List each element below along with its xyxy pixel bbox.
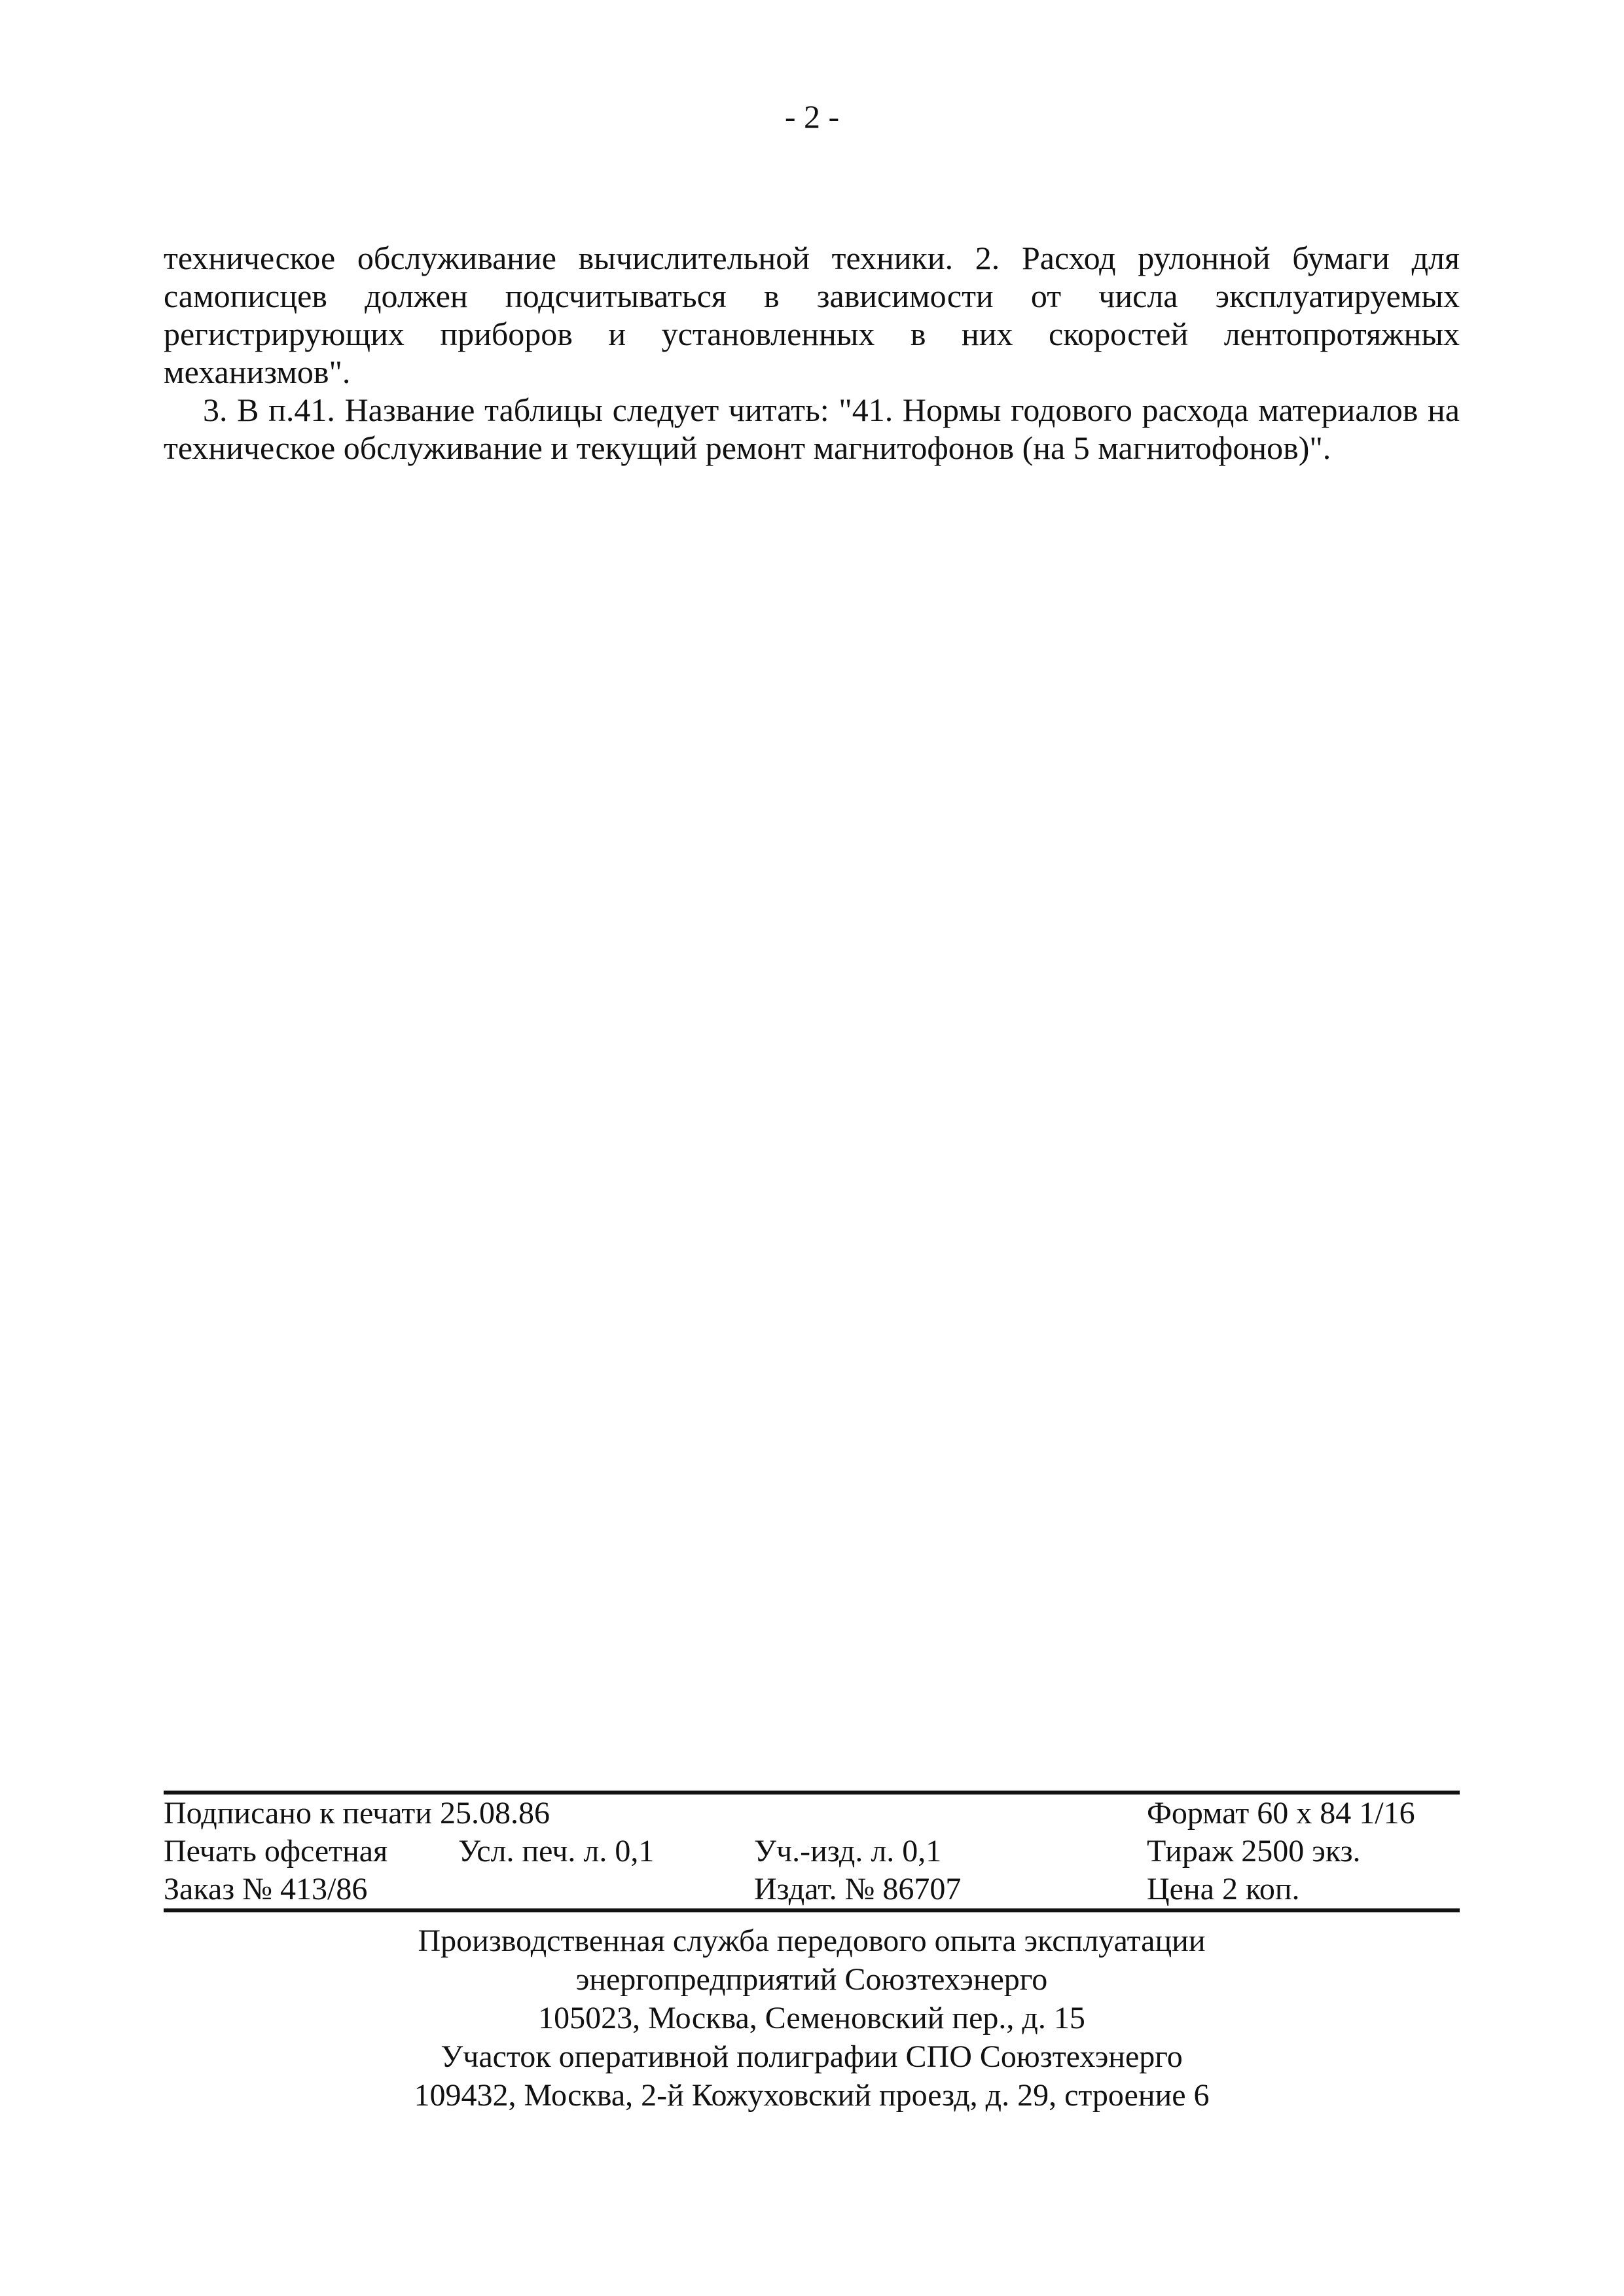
printing-site-address: 109432, Москва, 2-й Кожуховский проезд, д. 29, строение 6	[414, 2078, 1210, 2113]
publication-number: Издат. № 86707	[754, 1872, 962, 1906]
imprint-row	[164, 1870, 1460, 1908]
print-run: Тираж 2500 экз.	[1147, 1834, 1361, 1868]
body-text	[164, 239, 1460, 467]
imprint-block	[164, 1791, 1460, 2115]
printing-site-line: Участок оперативной полиграфии СПО Союзтехэнерго	[441, 2039, 1183, 2074]
paragraph-item-3: 3. В п.41. Название таблицы следует читать: "41. Нормы годового расхода материалов на техническое обслуживание и текущий ремонт магнитофонов (на 5 магнитофонов)".	[164, 392, 1460, 466]
print-type: Печать офсетная	[164, 1834, 388, 1868]
paper-format: Формат 60 х 84 1/16	[1147, 1796, 1415, 1831]
paragraph-continuation: техническое обслуживание вычислительной техники. 2. Расход рулонной бумаги для самописцев должен подсчитываться в зависимости от числа эксплуатируемых регистрирующих приборов и установленных в них скоростей лентопротяжных механизмов".	[164, 240, 1460, 390]
publisher-address: 105023, Москва, Семеновский пер., д. 15	[538, 2001, 1085, 2035]
page-number: - 2 -	[784, 98, 840, 135]
imprint-row	[164, 1795, 1460, 1832]
publisher-line: энергопредприятий Союзтехэнерго	[575, 1962, 1048, 1997]
bottom-rule	[164, 1908, 1460, 1912]
price: Цена 2 коп.	[1147, 1872, 1300, 1906]
empty-cell	[458, 1870, 754, 1908]
imprint-row	[164, 1832, 1460, 1870]
signed-for-print: Подписано к печати 25.08.86	[164, 1796, 550, 1831]
imprint-table	[164, 1795, 1460, 1908]
conventional-print-sheets: Усл. печ. л. 0,1	[458, 1834, 655, 1868]
publishing-sheets: Уч.-изд. л. 0,1	[754, 1834, 942, 1868]
order-number: Заказ № 413/86	[164, 1872, 368, 1906]
publisher-line: Производственная служба передового опыта эксплуатации	[418, 1923, 1206, 1958]
publisher-info	[164, 1922, 1460, 2115]
